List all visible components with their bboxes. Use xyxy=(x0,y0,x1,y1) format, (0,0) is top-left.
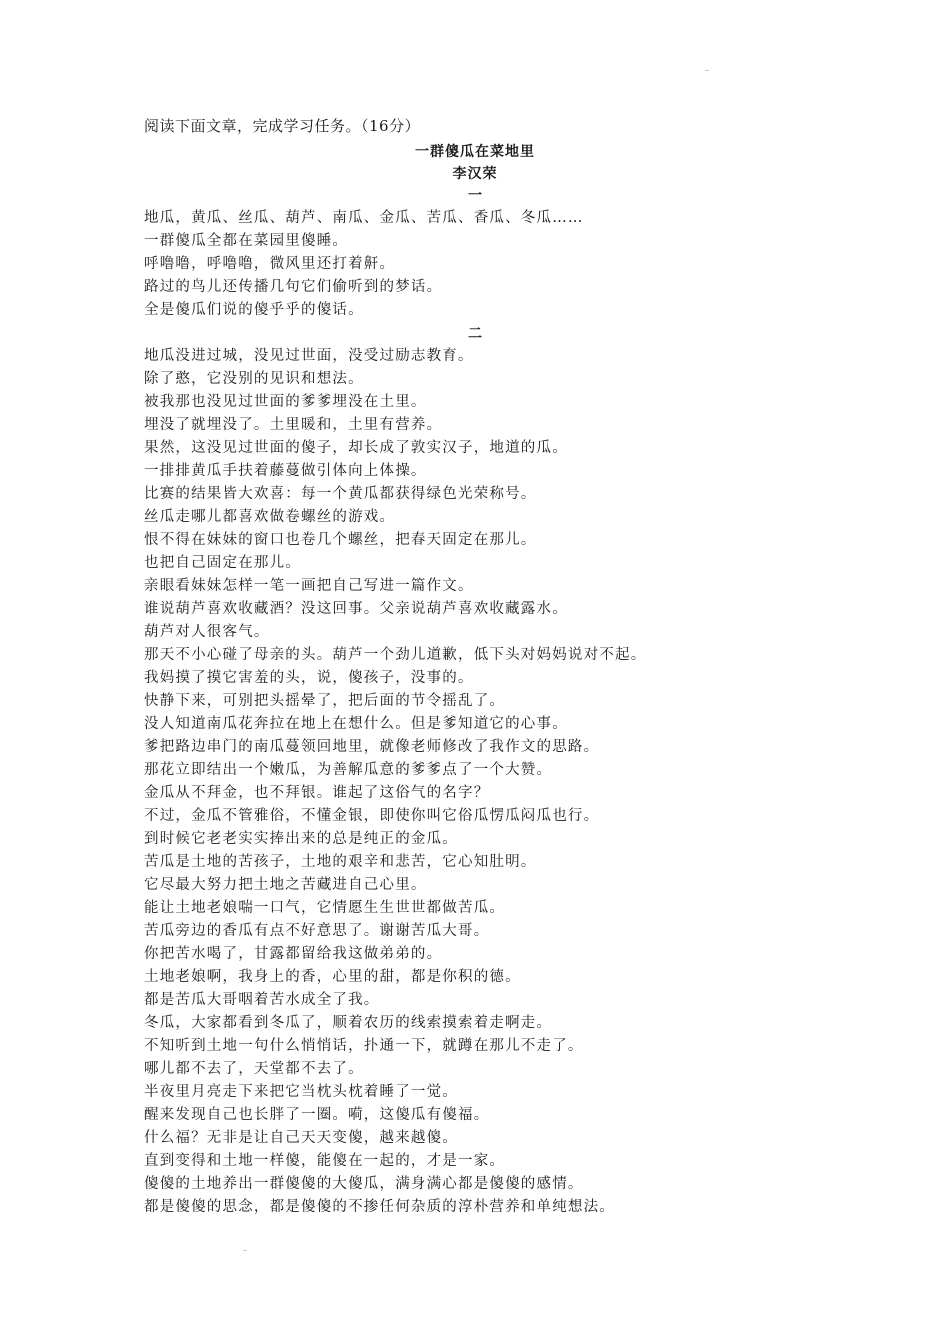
text-line: 直到变得和土地一样傻，能傻在一起的，才是一家。 xyxy=(144,1153,506,1169)
text-line: 除了憨，它没别的见识和想法。 xyxy=(144,371,364,387)
text-line: 苦瓜是土地的苦孩子，土地的艰辛和悲苦，它心知肚明。 xyxy=(144,854,537,870)
text-line: 一排排黄瓜手扶着藤蔓做引体向上体操。 xyxy=(144,463,427,479)
text-line: 你把苦水喝了，甘露都留给我这做弟弟的。 xyxy=(144,946,443,962)
text-line: 丝瓜走哪儿都喜欢做卷螺丝的游戏。 xyxy=(144,509,396,525)
article-title: 一群傻瓜在菜地里 xyxy=(415,144,535,160)
text-line: 都是傻傻的思念，都是傻傻的不掺任何杂质的淳朴营养和单纯想法。 xyxy=(144,1199,615,1215)
reading-instruction: 阅读下面文章，完成学习任务。（16分） xyxy=(144,117,421,135)
text-line: 能让土地老娘喘一口气，它情愿生生世世都做苦瓜。 xyxy=(144,900,506,916)
article-author: 李汉荣 xyxy=(452,166,498,182)
text-line: 不过，金瓜不管雅俗，不懂金银，即使你叫它俗瓜愣瓜闷瓜也行。 xyxy=(144,808,600,824)
text-line: 葫芦对人很客气。 xyxy=(144,624,270,640)
text-line: 那天不小心碰了母亲的头。葫芦一个劲儿道歉，低下头对妈妈说对不起。 xyxy=(144,647,647,663)
text-line: 金瓜从不拜金，也不拜银。谁起了这俗气的名字？ xyxy=(144,785,490,801)
section-number-1: 一 xyxy=(468,188,482,204)
text-line: 埋没了就埋没了。土里暖和，土里有营养。 xyxy=(144,417,443,433)
text-line: 什么福？无非是让自己天天变傻，越来越傻。 xyxy=(144,1130,458,1146)
text-line: 冬瓜，大家都看到冬瓜了，顺着农历的线索摸索着走啊走。 xyxy=(144,1015,553,1031)
text-line: 也把自己固定在那儿。 xyxy=(144,555,301,571)
text-line: 路过的鸟儿还传播几句它们偷听到的梦话。 xyxy=(144,279,443,295)
text-line: 醒来发现自己也长胖了一圈。嗬，这傻瓜有傻福。 xyxy=(144,1107,490,1123)
text-line: 地瓜，黄瓜、丝瓜、葫芦、南瓜、金瓜、苦瓜、香瓜、冬瓜…… xyxy=(144,210,584,226)
text-line: 果然，这没见过世面的傻子，却长成了敦实汉子，地道的瓜。 xyxy=(144,440,568,456)
text-line: 快静下来，可别把头摇晕了，把后面的节令摇乱了。 xyxy=(144,693,506,709)
scan-speck xyxy=(705,70,709,71)
scan-speck xyxy=(243,1250,247,1251)
text-line: 我妈摸了摸它害羞的头，说，傻孩子，没事的。 xyxy=(144,670,474,686)
text-line: 被我那也没见过世面的爹爹埋没在土里。 xyxy=(144,394,427,410)
text-line: 恨不得在妹妹的窗口也卷几个螺丝，把春天固定在那儿。 xyxy=(144,532,537,548)
text-line: 地瓜没进过城，没见过世面，没受过励志教育。 xyxy=(144,348,474,364)
text-line: 爹把路边串门的南瓜蔓领回地里，就像老师修改了我作文的思路。 xyxy=(144,739,600,755)
section-1-text xyxy=(144,207,844,322)
text-line: 半夜里月亮走下来把它当枕头枕着睡了一觉。 xyxy=(144,1084,458,1100)
text-line: 都是苦瓜大哥咽着苦水成全了我。 xyxy=(144,992,380,1008)
text-line: 那花立即结出一个嫩瓜，为善解瓜意的爹爹点了一个大赞。 xyxy=(144,762,553,778)
text-line: 亲眼看妹妹怎样一笔一画把自己写进一篇作文。 xyxy=(144,578,474,594)
text-line: 不知听到土地一句什么悄悄话，扑通一下，就蹲在那儿不走了。 xyxy=(144,1038,584,1054)
text-line: 到时候它老老实实捧出来的总是纯正的金瓜。 xyxy=(144,831,458,847)
text-line: 一群傻瓜全都在菜园里傻睡。 xyxy=(144,233,349,249)
text-line: 苦瓜旁边的香瓜有点不好意思了。谢谢苦瓜大哥。 xyxy=(144,923,490,939)
section-number-2: 二 xyxy=(468,326,482,342)
text-line: 比赛的结果皆大欢喜：每一个黄瓜都获得绿色光荣称号。 xyxy=(144,486,537,502)
text-line: 全是傻瓜们说的傻乎乎的傻话。 xyxy=(144,302,364,318)
text-line: 哪儿都不去了，天堂都不去了。 xyxy=(144,1061,364,1077)
text-line: 没人知道南瓜花奔拉在地上在想什么。但是爹知道它的心事。 xyxy=(144,716,568,732)
text-line: 它尽最大努力把土地之苦藏进自己心里。 xyxy=(144,877,427,893)
text-line: 呼噜噜，呼噜噜，微风里还打着鼾。 xyxy=(144,256,396,272)
text-line: 傻傻的土地养出一群傻傻的大傻瓜，满身满心都是傻傻的感情。 xyxy=(144,1176,584,1192)
section-2-text xyxy=(144,345,844,1219)
text-line: 土地老娘啊，我身上的香，心里的甜，都是你积的德。 xyxy=(144,969,521,985)
text-line: 谁说葫芦喜欢收藏酒？没这回事。父亲说葫芦喜欢收藏露水。 xyxy=(144,601,568,617)
